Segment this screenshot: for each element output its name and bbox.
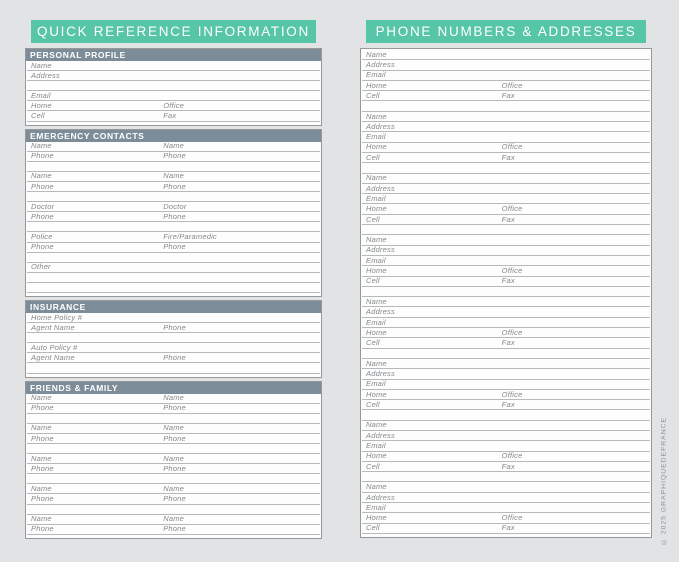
field-label: Phone xyxy=(31,433,54,443)
field-label: Name xyxy=(366,358,387,368)
field-label: Office xyxy=(501,80,523,90)
form-row xyxy=(27,454,320,464)
form-row xyxy=(27,323,320,333)
field-label: Cell xyxy=(366,399,380,409)
form-row xyxy=(27,313,320,323)
form-row-blank xyxy=(27,333,320,343)
field-label: Fax xyxy=(501,276,515,286)
copyright-text: © 2025 GRAPHIQUEDEFRANCE xyxy=(660,416,668,545)
field-label: Phone xyxy=(163,403,186,413)
form-row xyxy=(362,81,650,91)
field-label: Name xyxy=(31,60,52,70)
field-label: Address xyxy=(366,492,395,502)
field-label: Name xyxy=(163,483,185,493)
field-label: Name xyxy=(31,483,52,493)
field-label: Phone xyxy=(163,151,186,161)
section-emergency-contacts xyxy=(25,129,322,297)
left-page-title-banner xyxy=(31,20,316,43)
form-row xyxy=(27,404,320,414)
field-label: Address xyxy=(366,121,395,131)
field-label: Name xyxy=(163,423,185,433)
field-label: Address xyxy=(366,245,395,255)
field-label: Email xyxy=(366,70,386,80)
field-label: Phone xyxy=(163,494,186,504)
field-label: Fax xyxy=(501,338,515,348)
form-row xyxy=(27,182,320,192)
field-label: Email xyxy=(366,193,386,203)
section-insurance xyxy=(25,300,322,378)
field-label: Home xyxy=(366,266,387,276)
form-row-blank xyxy=(27,283,320,293)
address-entries-box xyxy=(360,48,652,538)
field-label: Name xyxy=(163,514,185,524)
form-row-blank xyxy=(27,363,320,373)
field-label: Cell xyxy=(366,523,380,533)
form-row xyxy=(362,441,650,451)
form-row-blank xyxy=(27,505,320,515)
form-row xyxy=(27,464,320,474)
section-header: INSURANCE xyxy=(26,301,321,313)
field-label: Phone xyxy=(163,242,186,252)
field-label: Other xyxy=(31,262,51,272)
form-row xyxy=(362,482,650,492)
section-header: FRIENDS & FAMILY xyxy=(26,382,321,394)
field-label: Phone xyxy=(163,433,186,443)
field-label: Phone xyxy=(31,151,54,161)
right-page xyxy=(360,20,652,541)
form-row xyxy=(362,493,650,503)
field-label: Office xyxy=(501,451,523,461)
form-row xyxy=(362,112,650,122)
form-row xyxy=(27,232,320,242)
field-label: Auto Policy # xyxy=(31,342,78,352)
form-row xyxy=(362,256,650,266)
form-row-blank xyxy=(362,101,650,111)
form-row xyxy=(362,266,650,276)
form-row xyxy=(362,400,650,410)
field-label: Cell xyxy=(31,111,45,121)
field-label: Name xyxy=(31,514,52,524)
form-row-blank xyxy=(27,414,320,424)
field-label: Name xyxy=(163,453,185,463)
field-label: Home xyxy=(366,451,387,461)
field-label: Email xyxy=(366,379,386,389)
field-label: Office xyxy=(501,389,523,399)
form-row xyxy=(27,202,320,212)
right-page-title-banner xyxy=(366,20,646,43)
field-label: Fire/Paramedic xyxy=(163,232,217,241)
form-row xyxy=(362,380,650,390)
form-row-blank xyxy=(27,253,320,263)
form-row xyxy=(362,513,650,523)
form-row xyxy=(27,152,320,162)
field-label: Office xyxy=(501,142,523,152)
form-row xyxy=(27,343,320,353)
form-row xyxy=(362,174,650,184)
form-row xyxy=(27,111,320,121)
right-page-title: PHONE NUMBERS & ADDRESSES xyxy=(375,24,637,39)
field-label: Name xyxy=(366,49,387,59)
field-label: Office xyxy=(501,513,523,523)
left-page-sections xyxy=(25,48,322,539)
field-label: Office xyxy=(501,266,523,276)
field-label: Phone xyxy=(31,242,54,252)
field-label: Address xyxy=(366,183,395,193)
left-page xyxy=(25,20,322,542)
field-label: Name xyxy=(366,111,387,121)
form-row xyxy=(27,243,320,253)
field-label: Name xyxy=(366,235,387,245)
form-row xyxy=(362,246,650,256)
form-row-blank xyxy=(362,349,650,359)
field-label: Agent Name xyxy=(31,352,75,362)
form-row xyxy=(362,50,650,60)
field-label: Office xyxy=(501,204,523,214)
field-label: Phone xyxy=(31,494,54,504)
field-label: Phone xyxy=(31,211,54,221)
field-label: Cell xyxy=(366,90,380,100)
form-row-blank xyxy=(362,472,650,482)
form-row-blank xyxy=(27,273,320,283)
form-row-blank xyxy=(27,162,320,172)
field-label: Address xyxy=(366,369,395,378)
section-friends-family xyxy=(25,381,322,539)
form-row xyxy=(362,359,650,369)
field-label: Police xyxy=(31,232,53,241)
form-row xyxy=(362,328,650,338)
form-row-blank xyxy=(362,287,650,297)
field-label: Name xyxy=(31,171,52,181)
field-label: Phone xyxy=(31,181,54,191)
field-label: Name xyxy=(366,420,387,430)
field-label: Fax xyxy=(501,90,515,100)
form-row xyxy=(362,194,650,204)
form-row-blank xyxy=(362,410,650,420)
field-label: Email xyxy=(366,317,386,327)
field-label: Name xyxy=(366,482,387,492)
field-label: Fax xyxy=(501,399,515,409)
form-row xyxy=(362,503,650,513)
form-row xyxy=(362,369,650,379)
form-row xyxy=(27,71,320,81)
form-row-blank xyxy=(27,444,320,454)
field-label: Cell xyxy=(366,276,380,286)
field-label: Fax xyxy=(501,461,515,471)
field-label: Home xyxy=(366,327,387,337)
section-header: EMERGENCY CONTACTS xyxy=(26,130,321,142)
field-label: Doctor xyxy=(31,201,55,211)
form-row xyxy=(362,122,650,132)
field-label: Name xyxy=(163,393,185,403)
field-label: Name xyxy=(31,423,52,433)
field-label: Cell xyxy=(366,152,380,162)
field-label: Address xyxy=(31,70,60,80)
field-label: Fax xyxy=(501,523,515,533)
field-label: Office xyxy=(163,100,185,110)
field-label: Phone xyxy=(163,181,186,191)
form-row xyxy=(362,60,650,70)
field-label: Phone xyxy=(163,463,186,473)
left-page-title: QUICK REFERENCE INFORMATION xyxy=(37,24,310,39)
field-label: Email xyxy=(366,502,386,512)
form-row xyxy=(27,494,320,504)
form-row xyxy=(27,61,320,71)
field-label: Home xyxy=(366,389,387,399)
form-row xyxy=(362,318,650,328)
field-label: Home xyxy=(366,204,387,214)
field-label: Agent Name xyxy=(31,322,75,332)
field-label: Home xyxy=(366,142,387,152)
field-label: Phone xyxy=(163,524,186,534)
form-row xyxy=(27,484,320,494)
field-label: Phone xyxy=(163,322,186,332)
field-label: Name xyxy=(31,141,52,151)
form-row xyxy=(362,204,650,214)
field-label: Home Policy # xyxy=(31,312,82,322)
form-row xyxy=(362,184,650,194)
form-row-blank xyxy=(27,81,320,91)
form-row xyxy=(362,307,650,317)
field-label: Phone xyxy=(31,403,54,413)
form-row xyxy=(27,424,320,434)
form-row xyxy=(362,462,650,472)
form-row-blank xyxy=(27,222,320,232)
field-label: Name xyxy=(31,453,52,463)
form-row xyxy=(27,515,320,525)
form-row xyxy=(362,277,650,287)
field-label: Phone xyxy=(31,463,54,473)
field-label: Home xyxy=(366,513,387,523)
field-label: Address xyxy=(366,60,395,70)
form-row xyxy=(362,452,650,462)
form-row-blank xyxy=(362,163,650,173)
field-label: Phone xyxy=(163,352,186,362)
field-label: Name xyxy=(366,173,387,183)
field-label: Fax xyxy=(501,152,515,162)
field-label: Cell xyxy=(366,338,380,348)
field-label: Name xyxy=(163,171,185,181)
form-row xyxy=(27,434,320,444)
field-label: Home xyxy=(366,80,387,90)
field-label: Email xyxy=(366,255,386,265)
field-label: Cell xyxy=(366,214,380,224)
form-row xyxy=(27,263,320,273)
form-row xyxy=(362,431,650,441)
form-row xyxy=(27,142,320,152)
form-row xyxy=(27,101,320,111)
field-label: Phone xyxy=(31,524,54,534)
section-personal-profile xyxy=(25,48,322,126)
field-label: Office xyxy=(501,327,523,337)
field-label: Fax xyxy=(501,214,515,224)
form-row xyxy=(27,353,320,363)
field-label: Phone xyxy=(163,211,186,221)
form-row xyxy=(362,91,650,101)
form-row xyxy=(362,132,650,142)
form-row xyxy=(362,390,650,400)
form-row xyxy=(27,525,320,535)
field-label: Email xyxy=(366,132,386,142)
form-row xyxy=(27,212,320,222)
form-row-blank xyxy=(27,474,320,484)
form-row xyxy=(362,143,650,153)
field-label: Name xyxy=(31,393,52,403)
field-label: Name xyxy=(366,296,387,306)
form-row xyxy=(27,172,320,182)
form-row xyxy=(362,524,650,534)
field-label: Name xyxy=(163,141,185,151)
form-row xyxy=(362,421,650,431)
field-label: Email xyxy=(31,90,51,100)
form-row xyxy=(362,215,650,225)
field-label: Fax xyxy=(163,111,177,121)
field-label: Cell xyxy=(366,461,380,471)
form-row xyxy=(362,297,650,307)
field-label: Email xyxy=(366,441,386,451)
field-label: Address xyxy=(366,430,395,440)
form-row xyxy=(362,153,650,163)
section-header: PERSONAL PROFILE xyxy=(26,49,321,61)
form-row xyxy=(362,338,650,348)
field-label: Home xyxy=(31,100,52,110)
form-row xyxy=(362,235,650,245)
field-label: Address xyxy=(366,307,395,317)
form-row-blank xyxy=(27,192,320,202)
form-row xyxy=(362,71,650,81)
field-label: Doctor xyxy=(163,201,187,211)
form-row xyxy=(27,394,320,404)
form-row xyxy=(27,91,320,101)
form-row-blank xyxy=(362,225,650,235)
